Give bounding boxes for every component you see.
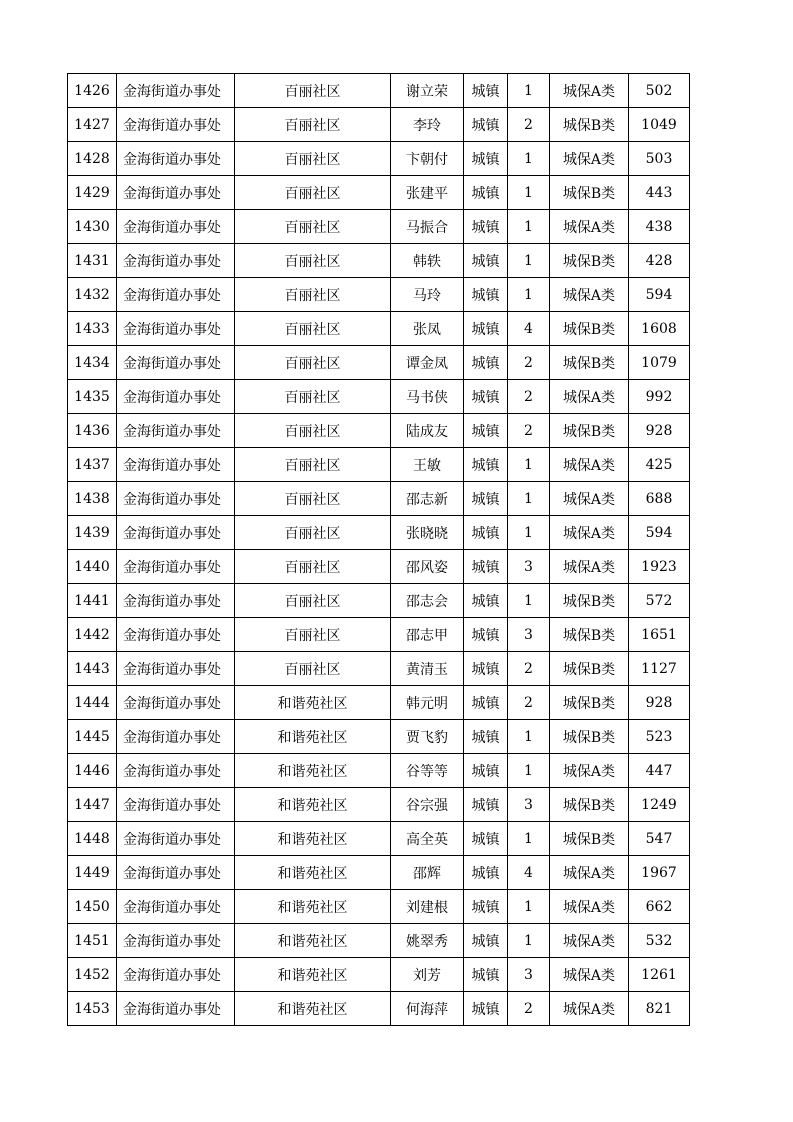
street-office-cell: 金海街道办事处 [117,652,235,686]
amount-cell: 1967 [629,856,690,890]
category-cell: 城保B类 [550,346,629,380]
category-cell: 城保A类 [550,448,629,482]
household-size-cell: 3 [508,618,550,652]
amount-cell: 502 [629,74,690,108]
community-cell: 和谐苑社区 [235,822,391,856]
amount-cell: 992 [629,380,690,414]
category-cell: 城保A类 [550,550,629,584]
community-cell: 和谐苑社区 [235,958,391,992]
table-row [68,312,690,346]
amount-cell: 1651 [629,618,690,652]
category-cell: 城保B类 [550,822,629,856]
household-size-cell: 1 [508,176,550,210]
row-number-cell: 1444 [68,686,117,720]
street-office-cell: 金海街道办事处 [117,720,235,754]
community-cell: 和谐苑社区 [235,924,391,958]
row-number-cell: 1438 [68,482,117,516]
row-number-cell: 1440 [68,550,117,584]
community-cell: 百丽社区 [235,176,391,210]
name-cell: 何海萍 [391,992,464,1026]
community-cell: 百丽社区 [235,618,391,652]
name-cell: 韩元明 [391,686,464,720]
amount-cell: 1079 [629,346,690,380]
category-cell: 城保B类 [550,108,629,142]
row-number-cell: 1439 [68,516,117,550]
row-number-cell: 1437 [68,448,117,482]
area-type-cell: 城镇 [464,788,508,822]
household-size-cell: 2 [508,414,550,448]
household-size-cell: 2 [508,108,550,142]
category-cell: 城保A类 [550,278,629,312]
row-number-cell: 1443 [68,652,117,686]
community-cell: 百丽社区 [235,584,391,618]
table-row [68,754,690,788]
category-cell: 城保B类 [550,652,629,686]
row-number-cell: 1447 [68,788,117,822]
area-type-cell: 城镇 [464,720,508,754]
table-row [68,788,690,822]
street-office-cell: 金海街道办事处 [117,686,235,720]
street-office-cell: 金海街道办事处 [117,312,235,346]
area-type-cell: 城镇 [464,108,508,142]
household-size-cell: 2 [508,380,550,414]
street-office-cell: 金海街道办事处 [117,618,235,652]
community-cell: 和谐苑社区 [235,890,391,924]
amount-cell: 594 [629,516,690,550]
name-cell: 黄清玉 [391,652,464,686]
table-row [68,856,690,890]
household-size-cell: 1 [508,74,550,108]
category-cell: 城保B类 [550,686,629,720]
street-office-cell: 金海街道办事处 [117,924,235,958]
community-cell: 百丽社区 [235,380,391,414]
category-cell: 城保B类 [550,584,629,618]
household-size-cell: 1 [508,890,550,924]
area-type-cell: 城镇 [464,856,508,890]
street-office-cell: 金海街道办事处 [117,346,235,380]
assistance-table [67,73,690,1026]
row-number-cell: 1441 [68,584,117,618]
table-row [68,516,690,550]
table-row [68,550,690,584]
row-number-cell: 1428 [68,142,117,176]
amount-cell: 662 [629,890,690,924]
amount-cell: 572 [629,584,690,618]
name-cell: 谢立荣 [391,74,464,108]
area-type-cell: 城镇 [464,822,508,856]
row-number-cell: 1431 [68,244,117,278]
amount-cell: 688 [629,482,690,516]
name-cell: 姚翠秀 [391,924,464,958]
row-number-cell: 1436 [68,414,117,448]
table-row [68,380,690,414]
name-cell: 马玲 [391,278,464,312]
row-number-cell: 1452 [68,958,117,992]
amount-cell: 928 [629,414,690,448]
row-number-cell: 1434 [68,346,117,380]
row-number-cell: 1448 [68,822,117,856]
amount-cell: 547 [629,822,690,856]
row-number-cell: 1433 [68,312,117,346]
category-cell: 城保A类 [550,992,629,1026]
table-row [68,992,690,1026]
amount-cell: 1249 [629,788,690,822]
area-type-cell: 城镇 [464,992,508,1026]
household-size-cell: 2 [508,652,550,686]
community-cell: 百丽社区 [235,278,391,312]
street-office-cell: 金海街道办事处 [117,108,235,142]
household-size-cell: 2 [508,346,550,380]
area-type-cell: 城镇 [464,686,508,720]
community-cell: 百丽社区 [235,108,391,142]
name-cell: 卞朝付 [391,142,464,176]
household-size-cell: 1 [508,210,550,244]
area-type-cell: 城镇 [464,482,508,516]
community-cell: 和谐苑社区 [235,992,391,1026]
street-office-cell: 金海街道办事处 [117,278,235,312]
street-office-cell: 金海街道办事处 [117,788,235,822]
row-number-cell: 1450 [68,890,117,924]
area-type-cell: 城镇 [464,958,508,992]
category-cell: 城保A类 [550,482,629,516]
community-cell: 百丽社区 [235,550,391,584]
row-number-cell: 1451 [68,924,117,958]
community-cell: 百丽社区 [235,244,391,278]
area-type-cell: 城镇 [464,890,508,924]
name-cell: 邵辉 [391,856,464,890]
community-cell: 百丽社区 [235,142,391,176]
household-size-cell: 1 [508,448,550,482]
street-office-cell: 金海街道办事处 [117,380,235,414]
household-size-cell: 1 [508,516,550,550]
table-row [68,822,690,856]
community-cell: 和谐苑社区 [235,788,391,822]
household-size-cell: 4 [508,856,550,890]
table-row [68,686,690,720]
street-office-cell: 金海街道办事处 [117,890,235,924]
category-cell: 城保B类 [550,176,629,210]
row-number-cell: 1445 [68,720,117,754]
table-row [68,74,690,108]
category-cell: 城保A类 [550,380,629,414]
name-cell: 马书侠 [391,380,464,414]
street-office-cell: 金海街道办事处 [117,210,235,244]
household-size-cell: 1 [508,754,550,788]
street-office-cell: 金海街道办事处 [117,482,235,516]
household-size-cell: 4 [508,312,550,346]
category-cell: 城保B类 [550,312,629,346]
category-cell: 城保B类 [550,788,629,822]
area-type-cell: 城镇 [464,312,508,346]
street-office-cell: 金海街道办事处 [117,448,235,482]
name-cell: 高全英 [391,822,464,856]
name-cell: 刘建根 [391,890,464,924]
area-type-cell: 城镇 [464,652,508,686]
name-cell: 谷等等 [391,754,464,788]
name-cell: 贾飞豹 [391,720,464,754]
area-type-cell: 城镇 [464,210,508,244]
category-cell: 城保A类 [550,142,629,176]
community-cell: 和谐苑社区 [235,754,391,788]
category-cell: 城保A类 [550,74,629,108]
row-number-cell: 1453 [68,992,117,1026]
area-type-cell: 城镇 [464,414,508,448]
category-cell: 城保B类 [550,414,629,448]
table-row [68,448,690,482]
street-office-cell: 金海街道办事处 [117,550,235,584]
table-row [68,618,690,652]
household-size-cell: 1 [508,584,550,618]
row-number-cell: 1426 [68,74,117,108]
area-type-cell: 城镇 [464,618,508,652]
table-row [68,414,690,448]
name-cell: 邵风姿 [391,550,464,584]
name-cell: 韩轶 [391,244,464,278]
amount-cell: 594 [629,278,690,312]
household-size-cell: 1 [508,822,550,856]
name-cell: 邵志新 [391,482,464,516]
category-cell: 城保A类 [550,856,629,890]
amount-cell: 425 [629,448,690,482]
name-cell: 谭金凤 [391,346,464,380]
community-cell: 和谐苑社区 [235,686,391,720]
amount-cell: 1049 [629,108,690,142]
row-number-cell: 1446 [68,754,117,788]
community-cell: 百丽社区 [235,448,391,482]
category-cell: 城保A类 [550,958,629,992]
table-body [68,74,690,1026]
table-row [68,244,690,278]
row-number-cell: 1432 [68,278,117,312]
row-number-cell: 1429 [68,176,117,210]
table-row [68,958,690,992]
amount-cell: 447 [629,754,690,788]
household-size-cell: 1 [508,924,550,958]
amount-cell: 821 [629,992,690,1026]
category-cell: 城保B类 [550,244,629,278]
community-cell: 百丽社区 [235,346,391,380]
street-office-cell: 金海街道办事处 [117,414,235,448]
amount-cell: 428 [629,244,690,278]
area-type-cell: 城镇 [464,550,508,584]
row-number-cell: 1442 [68,618,117,652]
name-cell: 邵志甲 [391,618,464,652]
table-row [68,210,690,244]
row-number-cell: 1430 [68,210,117,244]
community-cell: 百丽社区 [235,312,391,346]
area-type-cell: 城镇 [464,176,508,210]
community-cell: 百丽社区 [235,210,391,244]
street-office-cell: 金海街道办事处 [117,142,235,176]
name-cell: 张建平 [391,176,464,210]
amount-cell: 523 [629,720,690,754]
street-office-cell: 金海街道办事处 [117,754,235,788]
amount-cell: 1127 [629,652,690,686]
amount-cell: 503 [629,142,690,176]
amount-cell: 928 [629,686,690,720]
table-row [68,278,690,312]
row-number-cell: 1435 [68,380,117,414]
household-size-cell: 2 [508,686,550,720]
household-size-cell: 1 [508,278,550,312]
name-cell: 马振合 [391,210,464,244]
area-type-cell: 城镇 [464,380,508,414]
household-size-cell: 2 [508,992,550,1026]
area-type-cell: 城镇 [464,924,508,958]
category-cell: 城保A类 [550,924,629,958]
area-type-cell: 城镇 [464,754,508,788]
amount-cell: 532 [629,924,690,958]
amount-cell: 443 [629,176,690,210]
street-office-cell: 金海街道办事处 [117,856,235,890]
name-cell: 谷宗强 [391,788,464,822]
category-cell: 城保A类 [550,754,629,788]
household-size-cell: 1 [508,244,550,278]
area-type-cell: 城镇 [464,244,508,278]
table-row [68,584,690,618]
household-size-cell: 1 [508,720,550,754]
name-cell: 张晓晓 [391,516,464,550]
street-office-cell: 金海街道办事处 [117,822,235,856]
table-row [68,924,690,958]
amount-cell: 1261 [629,958,690,992]
community-cell: 百丽社区 [235,516,391,550]
street-office-cell: 金海街道办事处 [117,244,235,278]
community-cell: 和谐苑社区 [235,856,391,890]
area-type-cell: 城镇 [464,448,508,482]
name-cell: 李玲 [391,108,464,142]
community-cell: 和谐苑社区 [235,720,391,754]
table-row [68,176,690,210]
amount-cell: 1608 [629,312,690,346]
area-type-cell: 城镇 [464,584,508,618]
community-cell: 百丽社区 [235,482,391,516]
amount-cell: 438 [629,210,690,244]
name-cell: 邵志会 [391,584,464,618]
community-cell: 百丽社区 [235,414,391,448]
street-office-cell: 金海街道办事处 [117,74,235,108]
table-row [68,652,690,686]
community-cell: 百丽社区 [235,652,391,686]
table-row [68,346,690,380]
area-type-cell: 城镇 [464,278,508,312]
area-type-cell: 城镇 [464,346,508,380]
name-cell: 王敏 [391,448,464,482]
row-number-cell: 1449 [68,856,117,890]
category-cell: 城保A类 [550,890,629,924]
household-size-cell: 1 [508,482,550,516]
name-cell: 陆成友 [391,414,464,448]
name-cell: 刘芳 [391,958,464,992]
street-office-cell: 金海街道办事处 [117,516,235,550]
row-number-cell: 1427 [68,108,117,142]
area-type-cell: 城镇 [464,142,508,176]
table-row [68,482,690,516]
community-cell: 百丽社区 [235,74,391,108]
street-office-cell: 金海街道办事处 [117,958,235,992]
household-size-cell: 3 [508,788,550,822]
name-cell: 张凤 [391,312,464,346]
area-type-cell: 城镇 [464,74,508,108]
category-cell: 城保B类 [550,618,629,652]
street-office-cell: 金海街道办事处 [117,176,235,210]
table-row [68,108,690,142]
document-page [67,73,690,1026]
table-row [68,720,690,754]
category-cell: 城保B类 [550,720,629,754]
table-row [68,142,690,176]
street-office-cell: 金海街道办事处 [117,584,235,618]
area-type-cell: 城镇 [464,516,508,550]
household-size-cell: 3 [508,958,550,992]
street-office-cell: 金海街道办事处 [117,992,235,1026]
amount-cell: 1923 [629,550,690,584]
category-cell: 城保A类 [550,516,629,550]
household-size-cell: 1 [508,142,550,176]
table-row [68,890,690,924]
category-cell: 城保A类 [550,210,629,244]
household-size-cell: 3 [508,550,550,584]
